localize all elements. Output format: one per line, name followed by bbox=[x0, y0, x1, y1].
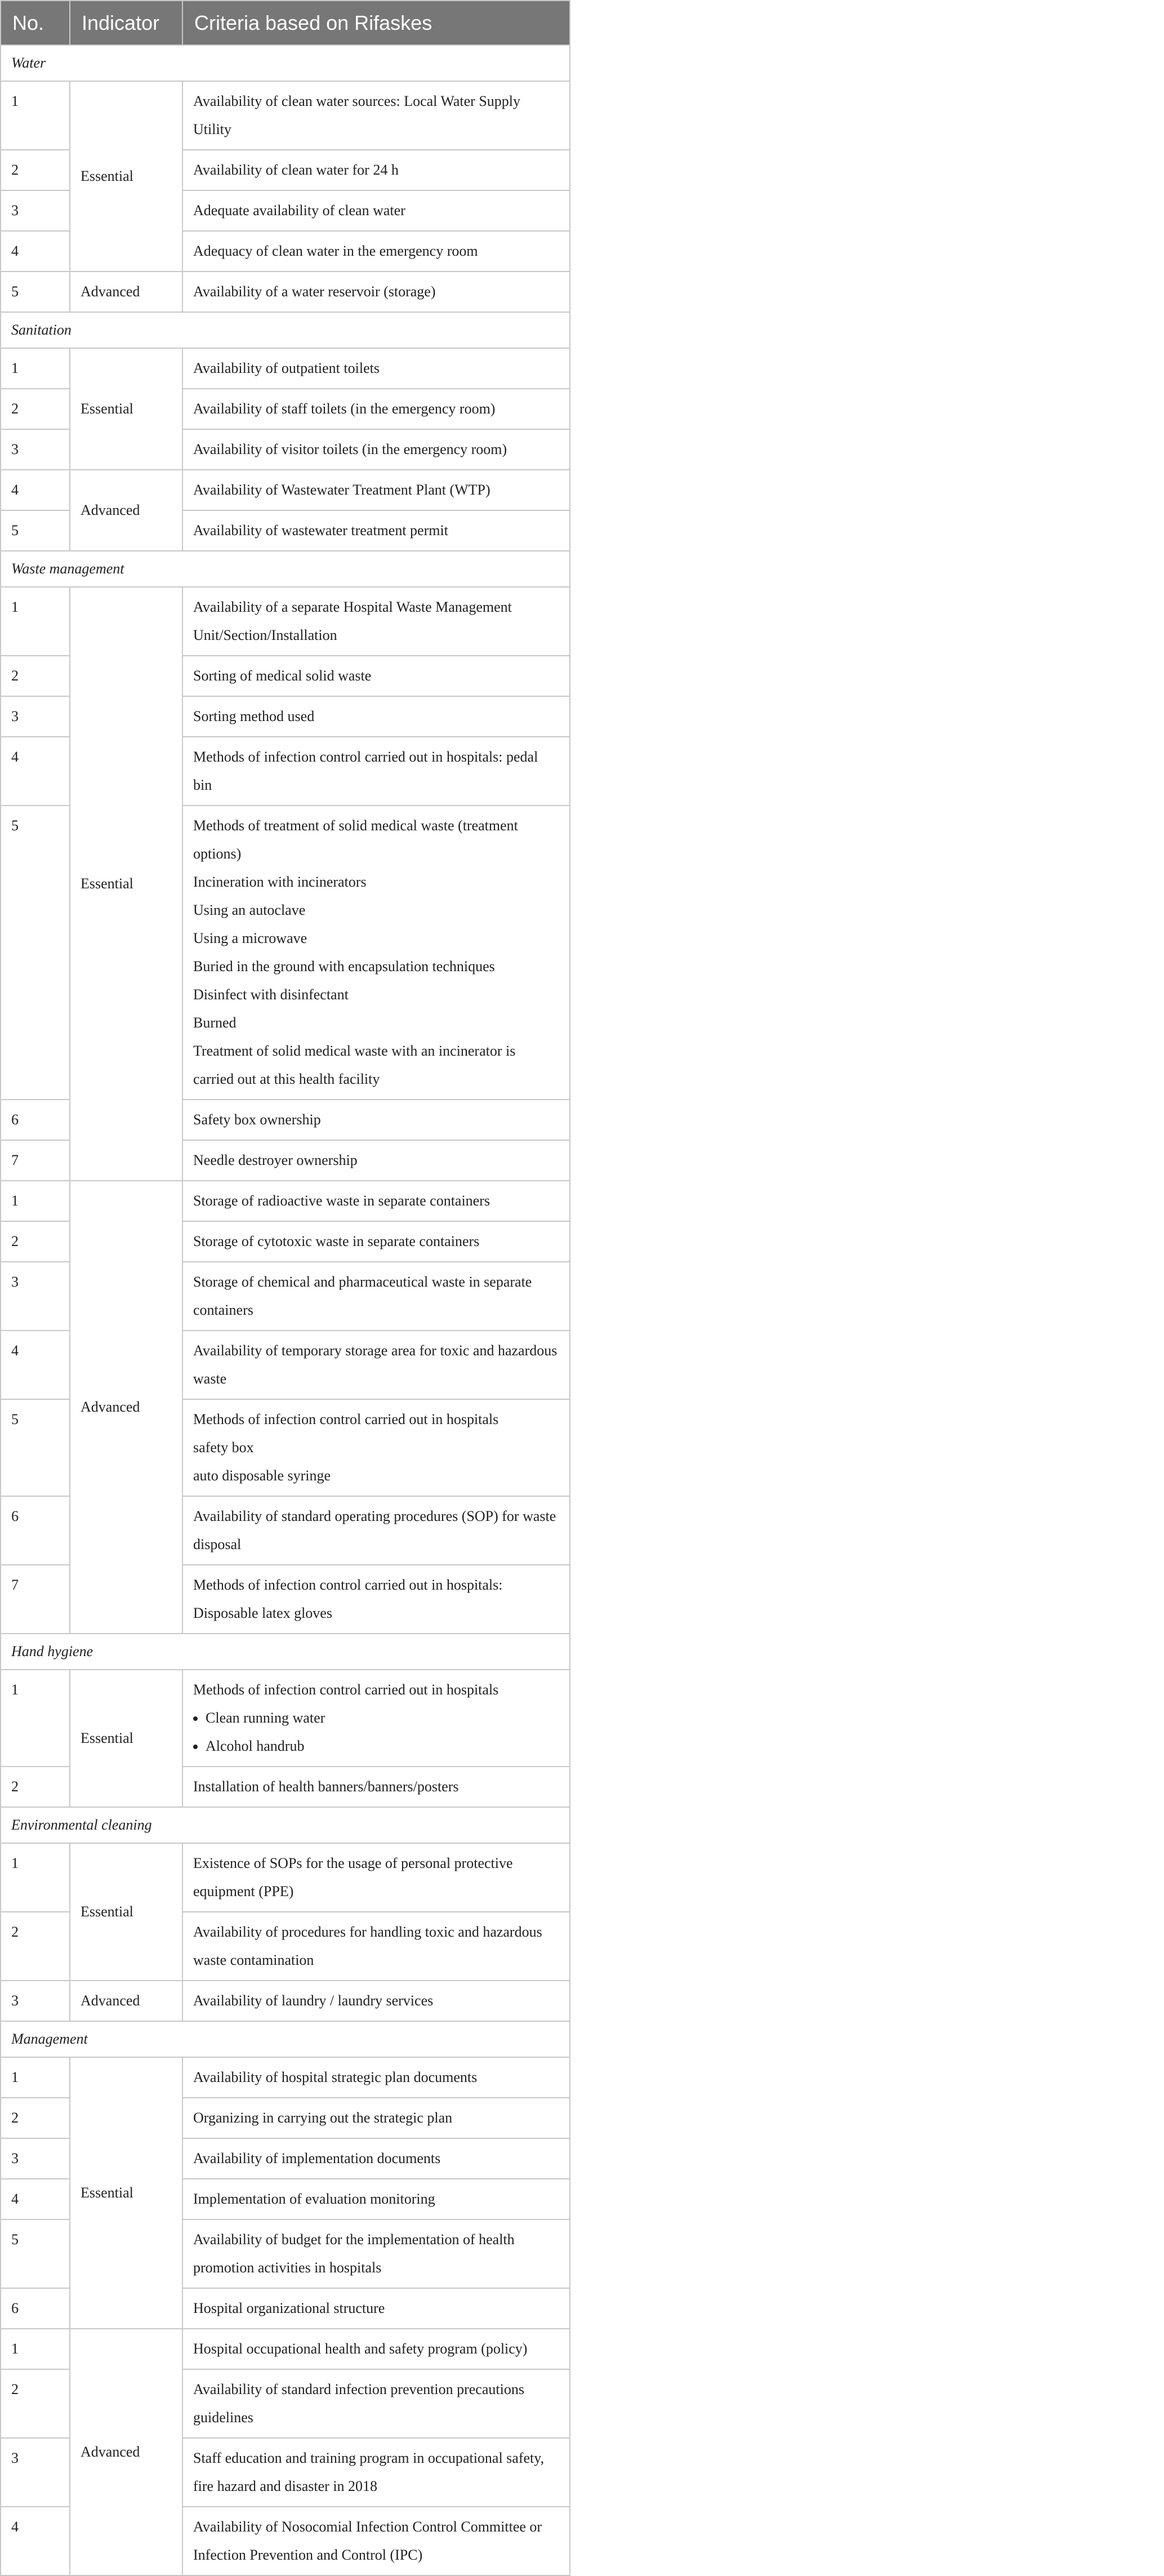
criteria-cell: Needle destroyer ownership bbox=[182, 1140, 570, 1181]
criteria-cell: Staff education and training program in occupational safety, fire hazard and disaster in 2018 bbox=[182, 2438, 570, 2507]
row-number: 3 bbox=[1, 190, 70, 231]
criteria-cell: Installation of health banners/banners/posters bbox=[182, 1767, 570, 1807]
row-number: 4 bbox=[1, 470, 70, 510]
table-container bbox=[0, 0, 569, 2563]
criteria-line: Using a microwave bbox=[193, 930, 307, 946]
criteria-cell bbox=[182, 1399, 570, 1496]
row-number: 2 bbox=[1, 2098, 70, 2138]
row-number: 2 bbox=[1, 389, 70, 429]
criteria-cell: Sorting of medical solid waste bbox=[182, 656, 570, 696]
row-number: 3 bbox=[1, 1262, 70, 1331]
criteria-cell: Hospital organizational structure bbox=[182, 2288, 570, 2329]
row-number: 3 bbox=[1, 429, 70, 470]
table-row bbox=[1, 1981, 570, 2021]
row-number: 1 bbox=[1, 587, 70, 656]
section-title: Environmental cleaning bbox=[1, 1807, 570, 1843]
section-title: Water bbox=[1, 45, 570, 81]
criteria-cell bbox=[182, 1670, 570, 1767]
criteria-cell: Availability of standard operating procedures (SOP) for waste disposal bbox=[182, 1496, 570, 1565]
criteria-cell: Availability of staff toilets (in the emergency room) bbox=[182, 389, 570, 429]
row-number: 1 bbox=[1, 2057, 70, 2098]
criteria-cell: Availability of clean water for 24 h bbox=[182, 150, 570, 190]
criteria-cell: Availability of Nosocomial Infection Control Committee or Infection Prevention and Control (IPC) bbox=[182, 2507, 570, 2575]
criteria-cell: Adequate availability of clean water bbox=[182, 190, 570, 231]
criteria-cell: Adequacy of clean water in the emergency room bbox=[182, 231, 570, 272]
row-number: 4 bbox=[1, 737, 70, 806]
section-title: Management bbox=[1, 2021, 570, 2057]
section-row-management bbox=[1, 2021, 570, 2057]
table-row bbox=[1, 2329, 570, 2369]
criteria-line: Methods of infection control carried out in hospitals bbox=[193, 1681, 499, 1698]
criteria-cell: Availability of outpatient toilets bbox=[182, 348, 570, 389]
row-number: 2 bbox=[1, 1221, 70, 1262]
indicator-cell: Advanced bbox=[70, 1981, 182, 2021]
table-row bbox=[1, 1181, 570, 1221]
criteria-cell: Availability of clean water sources: Local Water Supply Utility bbox=[182, 81, 570, 150]
criteria-cell: Availability of laundry / laundry services bbox=[182, 1981, 570, 2021]
criteria-cell: Hospital occupational health and safety program (policy) bbox=[182, 2329, 570, 2369]
section-row-hand-hygiene bbox=[1, 1634, 570, 1670]
criteria-cell: Availability of procedures for handling toxic and hazardous waste contamination bbox=[182, 1912, 570, 1981]
criteria-cell: Safety box ownership bbox=[182, 1100, 570, 1140]
header-no: No. bbox=[1, 1, 70, 45]
indicator-cell: Essential bbox=[70, 2057, 182, 2329]
criteria-cell: Availability of budget for the implementation of health promotion activities in hospitals bbox=[182, 2219, 570, 2288]
table-row bbox=[1, 2057, 570, 2098]
table-row bbox=[1, 1670, 570, 1767]
row-number: 4 bbox=[1, 2179, 70, 2219]
indicator-cell: Advanced bbox=[70, 1181, 182, 1634]
row-number: 5 bbox=[1, 1399, 70, 1496]
criteria-cell: Organizing in carrying out the strategic plan bbox=[182, 2098, 570, 2138]
row-number: 2 bbox=[1, 2369, 70, 2438]
criteria-cell: Availability of hospital strategic plan documents bbox=[182, 2057, 570, 2098]
row-number: 3 bbox=[1, 2438, 70, 2507]
table-header bbox=[1, 1, 570, 45]
bullet-list bbox=[193, 1704, 559, 1760]
header-criteria: Criteria based on Rifaskes bbox=[182, 1, 570, 45]
criteria-cell: Availability of temporary storage area for toxic and hazardous waste bbox=[182, 1331, 570, 1399]
criteria-cell: Storage of cytotoxic waste in separate containers bbox=[182, 1221, 570, 1262]
row-number: 3 bbox=[1, 696, 70, 737]
row-number: 5 bbox=[1, 2219, 70, 2288]
table-row bbox=[1, 587, 570, 656]
header-row bbox=[1, 1, 570, 45]
table-row bbox=[1, 470, 570, 510]
section-title: Sanitation bbox=[1, 312, 570, 348]
row-number: 7 bbox=[1, 1565, 70, 1634]
criteria-line: Disinfect with disinfectant bbox=[193, 986, 349, 1003]
criteria-line: Methods of treatment of solid medical waste (treatment options) bbox=[193, 817, 518, 862]
criteria-cell: Storage of radioactive waste in separate containers bbox=[182, 1181, 570, 1221]
indicator-cell: Advanced bbox=[70, 272, 182, 312]
row-number: 3 bbox=[1, 2138, 70, 2179]
row-number: 6 bbox=[1, 1496, 70, 1565]
row-number: 5 bbox=[1, 272, 70, 312]
criteria-cell: Storage of chemical and pharmaceutical waste in separate containers bbox=[182, 1262, 570, 1331]
section-title: Hand hygiene bbox=[1, 1634, 570, 1670]
section-row-environmental-cleaning bbox=[1, 1807, 570, 1843]
criteria-cell: Availability of standard infection prevention precautions guidelines bbox=[182, 2369, 570, 2438]
criteria-cell: Availability of a separate Hospital Waste Management Unit/Section/Installation bbox=[182, 587, 570, 656]
indicator-cell: Essential bbox=[70, 1670, 182, 1807]
indicator-cell: Advanced bbox=[70, 2329, 182, 2575]
table-row bbox=[1, 272, 570, 312]
row-number: 1 bbox=[1, 2329, 70, 2369]
row-number: 5 bbox=[1, 806, 70, 1100]
bullet-item: • Alcohol handrub bbox=[206, 1732, 559, 1760]
criteria-cell: Availability of implementation documents bbox=[182, 2138, 570, 2179]
indicator-cell: Essential bbox=[70, 587, 182, 1181]
row-number: 2 bbox=[1, 1767, 70, 1807]
criteria-cell: Existence of SOPs for the usage of personal protective equipment (PPE) bbox=[182, 1843, 570, 1912]
row-number: 1 bbox=[1, 348, 70, 389]
section-row-water bbox=[1, 45, 570, 81]
table-row bbox=[1, 1843, 570, 1912]
criteria-line: Buried in the ground with encapsulation techniques bbox=[193, 958, 495, 975]
row-number: 1 bbox=[1, 1181, 70, 1221]
row-number: 1 bbox=[1, 1843, 70, 1912]
row-number: 3 bbox=[1, 1981, 70, 2021]
indicator-cell: Essential bbox=[70, 348, 182, 470]
table-row bbox=[1, 348, 570, 389]
criteria-cell: Availability of a water reservoir (storage) bbox=[182, 272, 570, 312]
row-number: 2 bbox=[1, 656, 70, 696]
row-number: 1 bbox=[1, 81, 70, 150]
section-row-sanitation bbox=[1, 312, 570, 348]
criteria-cell: Sorting method used bbox=[182, 696, 570, 737]
criteria-line: Methods of infection control carried out in hospitals bbox=[193, 1411, 499, 1427]
criteria-cell bbox=[182, 806, 570, 1100]
row-number: 1 bbox=[1, 1670, 70, 1767]
row-number: 6 bbox=[1, 2288, 70, 2329]
indicator-cell: Essential bbox=[70, 81, 182, 272]
rifaskes-criteria-table bbox=[0, 0, 570, 2576]
bullet-item: • Clean running water bbox=[206, 1704, 559, 1732]
row-number: 2 bbox=[1, 150, 70, 190]
criteria-cell: Availability of Wastewater Treatment Plant (WTP) bbox=[182, 470, 570, 510]
criteria-cell: Availability of wastewater treatment permit bbox=[182, 510, 570, 551]
section-row-waste-management bbox=[1, 551, 570, 587]
row-number: 7 bbox=[1, 1140, 70, 1181]
criteria-line: Incineration with incinerators bbox=[193, 874, 367, 890]
criteria-line: Using an autoclave bbox=[193, 902, 306, 918]
header-indicator: Indicator bbox=[70, 1, 182, 45]
row-number: 4 bbox=[1, 2507, 70, 2575]
criteria-cell: Methods of infection control carried out in hospitals: pedal bin bbox=[182, 737, 570, 806]
criteria-line: Burned bbox=[193, 1015, 237, 1031]
criteria-cell: Methods of infection control carried out in hospitals: Disposable latex gloves bbox=[182, 1565, 570, 1634]
criteria-line: safety box bbox=[193, 1439, 254, 1456]
criteria-cell: Implementation of evaluation monitoring bbox=[182, 2179, 570, 2219]
indicator-cell: Advanced bbox=[70, 470, 182, 551]
table-row bbox=[1, 81, 570, 150]
indicator-cell: Essential bbox=[70, 1843, 182, 1981]
row-number: 4 bbox=[1, 231, 70, 272]
row-number: 6 bbox=[1, 1100, 70, 1140]
row-number: 4 bbox=[1, 1331, 70, 1399]
row-number: 5 bbox=[1, 510, 70, 551]
criteria-cell: Availability of visitor toilets (in the emergency room) bbox=[182, 429, 570, 470]
section-title: Waste management bbox=[1, 551, 570, 587]
criteria-line: Treatment of solid medical waste with an incinerator is carried out at this health facility bbox=[193, 1043, 516, 1087]
row-number: 2 bbox=[1, 1912, 70, 1981]
criteria-line: auto disposable syringe bbox=[193, 1467, 331, 1484]
